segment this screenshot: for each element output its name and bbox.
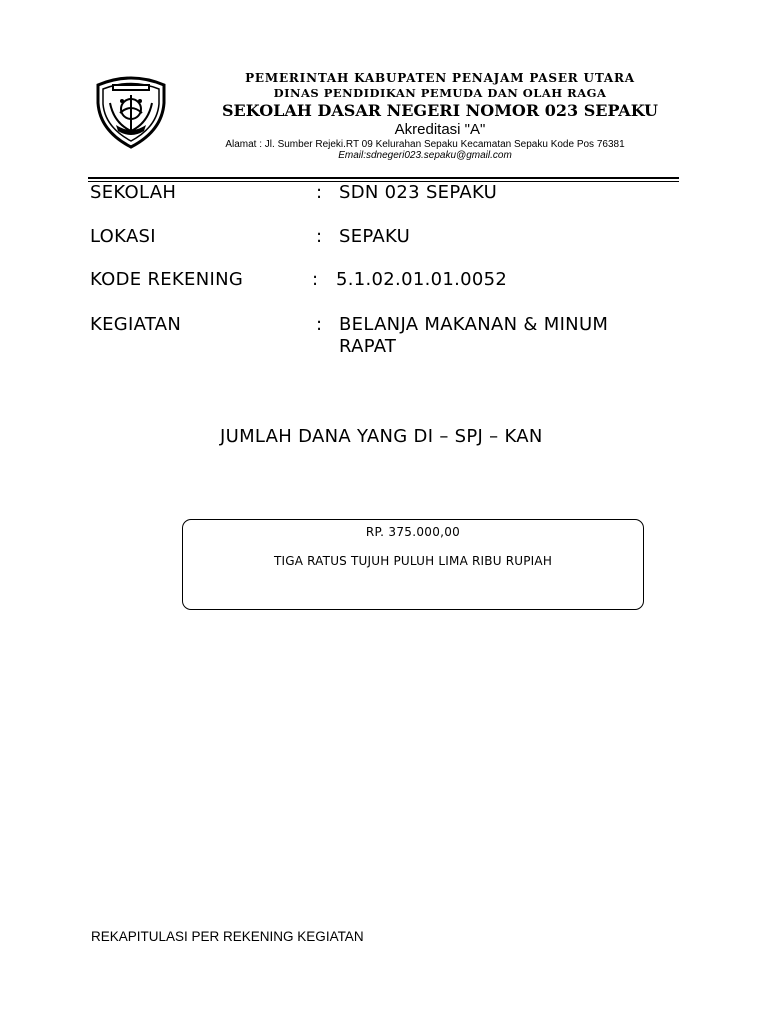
regency-coat-of-arms-icon	[92, 73, 170, 149]
field-value-kegiatan-line2: RAPAT	[339, 336, 397, 357]
field-value-lokasi: SEPAKU	[339, 226, 411, 247]
total-heading: JUMLAH DANA YANG DI – SPJ – KAN	[220, 426, 543, 447]
accreditation: Akreditasi "A"	[394, 121, 486, 138]
field-label-kode-rekening: KODE REKENING	[90, 269, 244, 290]
field-colon: :	[312, 269, 319, 290]
field-label-lokasi: LOKASI	[90, 226, 156, 247]
government-title: PEMERINTAH KABUPATEN PENAJAM PASER UTARA	[245, 71, 635, 85]
field-value-kegiatan: BELANJA MAKANAN & MINUM	[339, 314, 609, 335]
total-amount-box	[182, 519, 644, 610]
field-value-sekolah: SDN 023 SEPAKU	[339, 182, 498, 203]
field-colon: :	[316, 182, 323, 203]
field-value-kode-rekening: 5.1.02.01.01.0052	[336, 269, 508, 290]
field-label-sekolah: SEKOLAH	[90, 182, 177, 203]
address: Alamat : Jl. Sumber Rejeki.RT 09 Kelurahan Sepaku Kecamatan Sepaku Kode Pos 76381	[225, 139, 625, 150]
field-label-kegiatan: KEGIATAN	[90, 314, 182, 335]
letterhead-divider-thick	[88, 177, 679, 179]
recap-heading: REKAPITULASI PER REKENING KEGIATAN	[91, 929, 364, 944]
total-amount: RP. 375.000,00	[365, 525, 461, 539]
school-title: SEKOLAH DASAR NEGERI NOMOR 023 SEPAKU	[221, 101, 659, 120]
field-colon: :	[316, 226, 323, 247]
field-colon: :	[316, 314, 323, 335]
total-in-words: TIGA RATUS TUJUH PULUH LIMA RIBU RUPIAH	[273, 554, 553, 568]
email: Email:sdnegeri023.sepaku@gmail.com	[338, 150, 512, 161]
department-title: DINAS PENDIDIKAN PEMUDA DAN OLAH RAGA	[273, 86, 607, 100]
